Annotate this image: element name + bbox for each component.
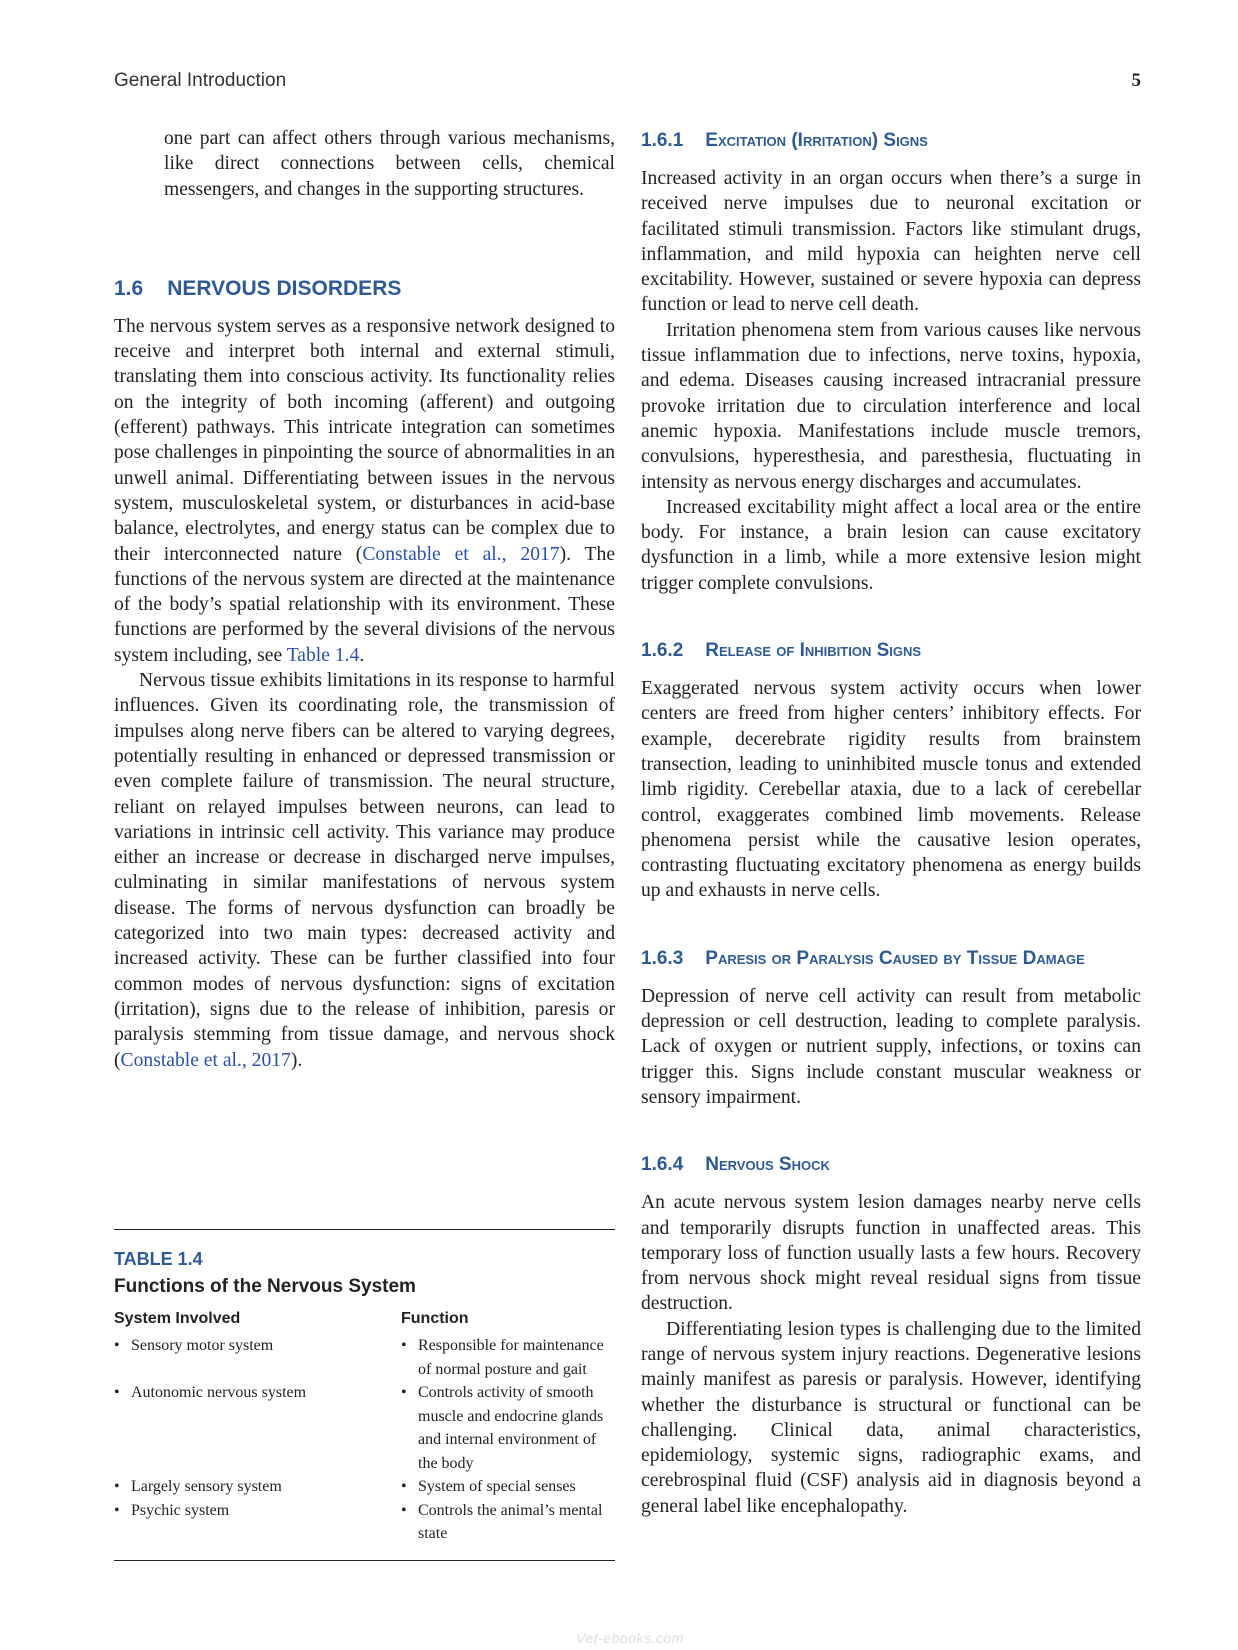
cell-function bbox=[401, 1334, 615, 1381]
table-row bbox=[114, 1475, 615, 1499]
subsection-number: 1.6.4 bbox=[641, 1154, 684, 1176]
bullet: • bbox=[114, 1337, 120, 1354]
bullet: • bbox=[114, 1501, 120, 1519]
table-row bbox=[114, 1334, 615, 1381]
cell-text: Sensory motor system bbox=[131, 1337, 274, 1354]
citation-link[interactable]: Constable et al., 2017 bbox=[120, 1049, 291, 1071]
subsection-heading-1-6-4 bbox=[641, 1150, 1141, 1180]
cell-function bbox=[401, 1381, 615, 1475]
section-heading-1-6 bbox=[114, 274, 615, 304]
page-number: 5 bbox=[1131, 70, 1141, 91]
cell-text: Psychic system bbox=[131, 1501, 230, 1519]
paragraph-excitation-3: Increased excitability might affect a local area or the entire body. For instance, a brain lesion can cause excitatory dysfunction in a limb, while a more extensive lesion might trigger complete convulsions. bbox=[641, 496, 1141, 594]
paragraph-text: ). bbox=[290, 1049, 303, 1071]
right-column bbox=[641, 126, 1141, 1519]
subsection-number: 1.6.1 bbox=[641, 130, 684, 151]
citation-link[interactable]: Constable et al., 2017 bbox=[362, 543, 560, 565]
paragraph-text: . bbox=[359, 644, 365, 666]
paragraph-paresis-paralysis: Depression of nerve cell activity can result from metabolic depression or cell destruction, leading to complete paralysis. Lack of oxygen or nutrient supply, infections, or toxins can trigger this. Signs include constant muscular weakness or sensory impairment. bbox=[641, 985, 1141, 1108]
subsection-heading-1-6-3 bbox=[641, 944, 1141, 974]
paragraph-text: Nervous tissue exhibits limitations in its response to harmful influences. Given its coordinating role, the transmission of impulses along nerve fibers can be altered to varying degrees, potentially resulting in enhanced or depressed transmission or even complete failure of transmission. The neural structure, reliant on relayed impulses between neurons, can lead to variations in intrinsic cell activity. This variance may produce either an increase or decrease in discharged nerve impulses, culminating in similar manifestations of nervous system disease. The forms of nervous dysfunction can broadly be categorized into two main types: decreased activity and increased activity. These can be further classified into four common modes of nervous dysfunction: signs of excitation (irritation), signs due to the release of inhibition, paresis or paralysis stemming from tissue damage, and nervous shock ( bbox=[114, 670, 615, 1071]
table-title: Functions of the Nervous System bbox=[114, 1276, 416, 1297]
functions-table bbox=[114, 1310, 615, 1546]
table-label: TABLE 1.4 bbox=[114, 1249, 203, 1269]
bullet: • bbox=[114, 1384, 120, 1401]
subsection-heading-1-6-2 bbox=[641, 636, 1141, 666]
cell-system bbox=[114, 1475, 401, 1499]
subsection-number: 1.6.2 bbox=[641, 640, 684, 662]
cell-text: Controls activity of smooth muscle and endocrine glands and internal environment of the body bbox=[418, 1384, 604, 1472]
paragraph-excitation-1: Increased activity in an organ occurs when there’s a surge in received nerve impulses due to neuronal excitation or facilitated stimuli transmission. Factors like stimulant drugs, inflammation, and mild hypoxia can heighten nerve cell excitability. However, sustained or severe hypoxia can depress function or lead to nerve cell death. bbox=[641, 168, 1141, 316]
table-reference-link[interactable]: Table 1.4 bbox=[286, 644, 360, 666]
table-row bbox=[114, 1499, 615, 1546]
paragraph-excitation-2: Irritation phenomena stem from various causes like nervous tissue inflammation due to infections, nerve toxins, hypoxia, and edema. Diseases causing increased intracranial pressure provoke irritation due to circulation interference and local anemic hypoxia. Manifestations include muscle tremors, convulsions, hyperesthesia, and paresthesia, fluctuating in intensity as nervous energy discharges and accumulates. bbox=[641, 319, 1141, 493]
cell-function bbox=[401, 1499, 615, 1546]
left-column bbox=[114, 126, 615, 1073]
paragraph-release-inhibition: Exaggerated nervous system activity occurs when lower centers are freed from higher centers’ inhibitory effects. For example, decerebrate rigidity results from brainstem transection, leading to uninhibited muscle tonus and extended limb rigidity. Cerebellar ataxia, due to a lack of cerebellar control, exaggerates combined limb movements. Release phenomena persist while the causative lesion operates, contrasting fluctuating excitatory phenomena as energy builds up and exhausts in nerve cells. bbox=[641, 678, 1141, 902]
cell-text: Largely sensory system bbox=[131, 1478, 282, 1495]
running-head: General Introduction bbox=[114, 70, 287, 91]
table-1-4 bbox=[114, 1229, 615, 1561]
cell-system bbox=[114, 1334, 401, 1381]
paragraph-nervous-shock-2: Differentiating lesion types is challenging due to the limited range of nervous system injury reactions. Degenerative lesions mainly manifest as paresis or paralysis. However, identifying whether the disturbance is structural or functional can be challenging. Clinical data, animal characteristics, epidemiology, systemic signs, radiographic exams, and cerebrospinal fluid (CSF) analysis aid in diagnosis beyond a general label like encephalopathy. bbox=[641, 1318, 1141, 1517]
table-row bbox=[114, 1381, 615, 1475]
cell-system bbox=[114, 1499, 401, 1546]
subsection-title: Release of Inhibition Signs bbox=[705, 640, 922, 662]
subsection-title: Nervous Shock bbox=[705, 1154, 830, 1176]
table-header-row bbox=[114, 1310, 615, 1334]
subsection-heading-1-6-1 bbox=[641, 126, 1141, 156]
bullet: • bbox=[401, 1384, 407, 1401]
column-header-function: Function bbox=[401, 1310, 469, 1327]
paragraph-nervous-shock-1: An acute nervous system lesion damages nearby nerve cells and temporarily disrupts function in unaffected areas. This temporary loss of function usually lasts a few hours. Recovery from nervous shock might reveal residual signs from tissue destruction. bbox=[641, 1192, 1141, 1315]
bullet: • bbox=[401, 1337, 407, 1354]
subsection-number: 1.6.3 bbox=[641, 947, 684, 969]
section-title: NERVOUS DISORDERS bbox=[167, 276, 402, 300]
column-header-system: System Involved bbox=[114, 1310, 241, 1327]
cell-text: Autonomic nervous system bbox=[131, 1384, 307, 1401]
paragraph-nervous-system-network bbox=[114, 314, 615, 668]
cell-system bbox=[114, 1381, 401, 1475]
lead-paragraph: one part can affect others through various mechanisms, like direct connections between cells, chemical messengers, and changes in the supporting structures. bbox=[164, 128, 615, 200]
cell-function bbox=[401, 1475, 615, 1499]
bullet: • bbox=[401, 1478, 407, 1495]
paragraph-nervous-tissue-limitations bbox=[114, 668, 615, 1073]
bullet: • bbox=[401, 1501, 407, 1519]
bullet: • bbox=[114, 1478, 120, 1495]
section-number: 1.6 bbox=[114, 276, 144, 300]
subsection-title: Excitation (Irritation) Signs bbox=[705, 130, 928, 151]
cell-text: Responsible for maintenance of normal posture and gait bbox=[418, 1337, 604, 1378]
subsection-title: Paresis or Paralysis Caused by Tissue Damage bbox=[705, 947, 1085, 969]
cell-text: Controls the animal’s mental state bbox=[418, 1501, 603, 1542]
cell-text: System of special senses bbox=[418, 1478, 576, 1495]
watermark: Vet-ebooks.com bbox=[576, 1630, 684, 1646]
paragraph-text: The nervous system serves as a responsive network designed to receive and interpret both internal and external stimuli, translating them into conscious activity. Its functionality relies on the integrity of both incoming (afferent) and outgoing (efferent) pathways. This intricate integration can sometimes pose challenges in pinpointing the source of abnormalities in an unwell animal. Differentiating between issues in the nervous system, musculoskeletal system, or disturbances in acid-base balance, electrolytes, and energy status can be complex due to their interconnected nature ( bbox=[114, 315, 615, 565]
paragraph-text: ). The functions of the nervous system are directed at the maintenance of the body’s spatial relationship with its environment. These functions are performed by the several divisions of the nervous system including, see bbox=[114, 543, 616, 666]
